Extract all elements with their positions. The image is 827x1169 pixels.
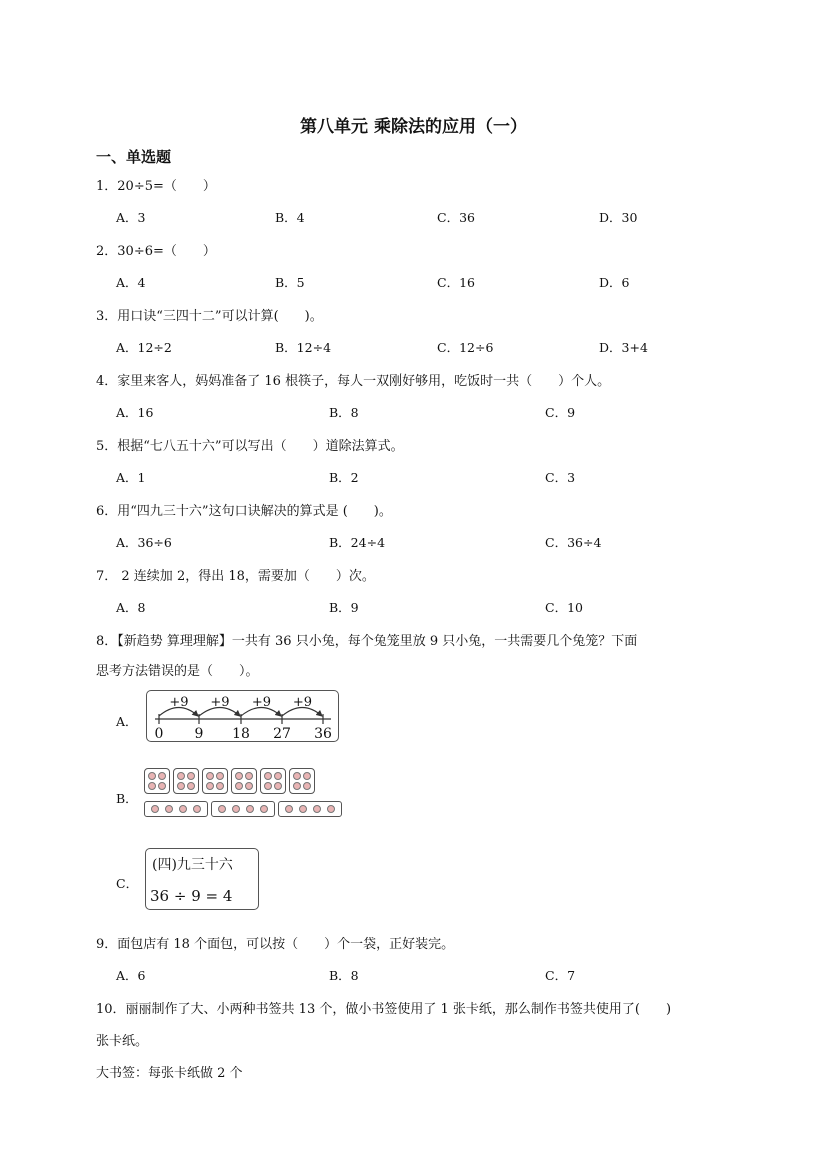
die [260,768,286,794]
question-1-option-c[interactable]: C．36 [437,210,475,225]
number-line-figure [146,690,339,742]
question-5-option-b[interactable]: B．2 [329,470,359,485]
number-line-jump-label: +9 [169,695,189,710]
question-4-stem: 4．家里来客人，妈妈准备了 16 根筷子，每人一双刚好够用，吃饭时一共（ ）个人。 [96,374,611,389]
die [202,768,228,794]
question-5-stem: 5．根据“七八五十六”可以写出（ ）道除法算式。 [96,439,404,454]
number-line-jump-label: +9 [251,695,272,710]
question-2-stem: 2．30÷6=（ ） [96,244,216,259]
question-10-note: 大书签：每张卡纸做 2 个 [96,1066,243,1081]
dice-row [144,768,315,794]
page-title: 第八单元 乘除法的应用（一） [300,117,527,137]
question-1-option-b[interactable]: B．4 [275,210,305,225]
question-5-option-a[interactable]: A．1 [116,470,146,485]
question-2-option-d[interactable]: D．6 [599,275,630,290]
number-line-tick-label: 18 [232,726,250,741]
question-3-option-d[interactable]: D．3+4 [599,340,648,355]
number-line-tick-label: 0 [154,726,164,741]
number-line-tick-label: 9 [194,726,204,741]
die [144,768,170,794]
question-7-option-b[interactable]: B．9 [329,600,359,615]
question-9-stem: 9．面包店有 18 个面包，可以按（ ）个一袋，正好装完。 [96,937,455,952]
dot-bar [211,801,275,817]
die [289,768,315,794]
number-line-jump-label: +9 [210,695,230,710]
question-6-option-a[interactable]: A．36÷6 [116,535,172,550]
number-line-svg [147,691,338,741]
dot-bar [278,801,342,817]
question-5-option-c[interactable]: C．3 [545,470,576,485]
question-3-option-b[interactable]: B．12÷4 [275,340,332,355]
question-9-option-a[interactable]: A．6 [116,968,146,983]
number-line-jump-label: +9 [292,695,313,710]
question-6-stem: 6．用“四九三十六”这句口诀解决的算式是 ( )。 [96,504,392,519]
dice-figure [144,768,336,820]
question-1-option-a[interactable]: A．3 [116,210,146,225]
question-2-option-c[interactable]: C．16 [437,275,475,290]
dot-bar [144,801,208,817]
question-3-option-a[interactable]: A．12÷2 [116,340,172,355]
division-equation: 36 ÷ 9 = 4 [150,887,233,905]
question-7-option-a[interactable]: A．8 [116,600,146,615]
question-8-option-a[interactable]: A． [116,714,138,729]
question-1-option-d[interactable]: D．30 [599,210,638,225]
question-4-option-a[interactable]: A．16 [116,405,154,420]
question-8-stem-line2: 思考方法错误的是（ ）。 [96,664,259,679]
die [231,768,257,794]
section-heading: 一、单选题 [96,148,172,166]
question-6-option-b[interactable]: B．24÷4 [329,535,386,550]
question-7-stem: 7． 2 连续加 2，得出 18，需要加（ ）次。 [96,569,375,584]
question-10-stem-line2: 张卡纸。 [96,1034,149,1049]
rhyme-text: (四)九三十六 [152,857,233,873]
question-3-option-c[interactable]: C．12÷6 [437,340,494,355]
question-8-option-c[interactable]: C． [116,876,139,891]
question-9-option-c[interactable]: C．7 [545,968,576,983]
question-6-option-c[interactable]: C．36÷4 [545,535,602,550]
question-8-option-b[interactable]: B． [116,791,138,806]
number-line-tick-label: 36 [314,726,332,741]
question-7-option-c[interactable]: C．10 [545,600,583,615]
question-3-stem: 3．用口诀“三四十二”可以计算( )。 [96,309,323,324]
number-line-tick-label: 27 [273,726,291,741]
dot-bars-row [144,801,342,817]
question-1-stem: 1．20÷5=（ ） [96,179,216,194]
die [173,768,199,794]
question-8-stem-line1: 8．【新趋势 算理理解】一共有 36 只小兔，每个兔笼里放 9 只小兔，一共需要几个兔笼？下面 [96,634,638,649]
question-10-stem-line1: 10．丽丽制作了大、小两种书签共 13 个，做小书签使用了 1 张卡纸，那么制作书签共使用了( ) [96,1002,672,1017]
question-9-option-b[interactable]: B．8 [329,968,359,983]
question-2-option-a[interactable]: A．4 [116,275,146,290]
question-2-option-b[interactable]: B．5 [275,275,305,290]
question-4-option-b[interactable]: B．8 [329,405,359,420]
multiplication-rhyme-card [145,848,259,910]
question-4-option-c[interactable]: C．9 [545,405,576,420]
